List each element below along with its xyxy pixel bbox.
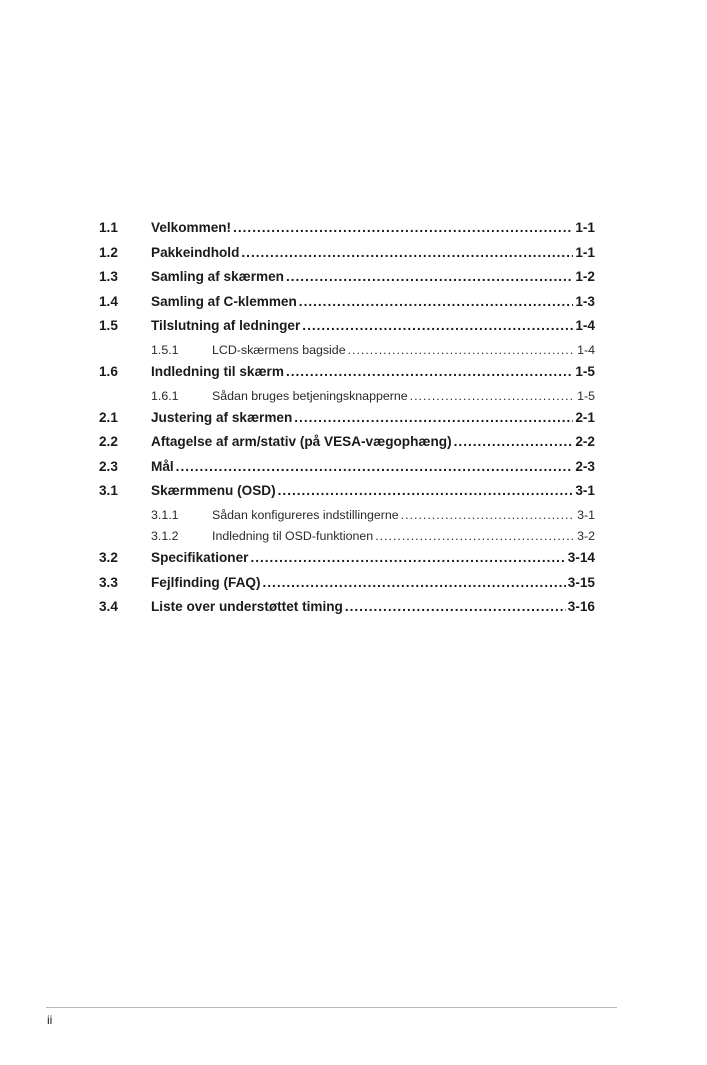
toc-entry[interactable] (99, 318, 595, 343)
toc-entry-number: 1.2 (99, 244, 118, 260)
toc-entry[interactable] (99, 550, 595, 575)
toc-entry-title: Tilslutning af ledninger (151, 318, 301, 334)
toc-entry-page: 1-1 (575, 220, 595, 235)
toc-leader-dots (263, 575, 566, 590)
toc-entry-number: 1.6.1 (151, 388, 179, 403)
toc-entry-page: 3-1 (577, 507, 595, 522)
toc-entry-title: Skærmmenu (OSD) (151, 483, 276, 499)
toc-entry-number: 1.3 (99, 269, 118, 285)
toc-leader-dots (302, 318, 573, 333)
toc-leader-dots (299, 294, 574, 309)
toc-entry-page: 1-5 (577, 388, 595, 403)
toc-entry-title: Sådan konfigureres indstillingerne (212, 507, 399, 522)
toc-entry-number: 3.1.2 (151, 528, 179, 543)
toc-entry-number: 3.1.1 (151, 507, 179, 522)
toc-subentry[interactable] (99, 343, 595, 364)
toc-leader-dots (375, 529, 575, 543)
toc-entry-page: 1-3 (575, 293, 595, 309)
toc-entry-page: 3-15 (567, 574, 595, 590)
toc-entry-number: 3.1 (99, 483, 118, 499)
toc-entry[interactable] (99, 459, 595, 484)
toc-entry-number: 3.3 (99, 574, 118, 590)
toc-entry-page: 3-2 (577, 528, 595, 543)
toc-entry-page: 1-5 (575, 363, 595, 379)
toc-entry-number: 1.6 (99, 363, 118, 379)
toc-entry[interactable] (99, 294, 595, 319)
toc-entry-page: 1-4 (577, 342, 595, 357)
toc-entry-number: 2.1 (99, 409, 118, 425)
toc-subentry[interactable] (99, 389, 595, 410)
toc-entry-page: 3-1 (575, 483, 595, 499)
toc-entry-number: 2.3 (99, 458, 118, 474)
toc-entry-title: LCD-skærmens bagside (212, 342, 346, 357)
toc-entry-page: 1-1 (575, 244, 595, 260)
toc-entry-title: Liste over understøttet timing (151, 599, 343, 615)
toc-entry[interactable] (99, 483, 595, 508)
toc-leader-dots (348, 343, 575, 357)
toc-entry-number: 2.2 (99, 434, 118, 450)
toc-entry[interactable] (99, 269, 595, 294)
toc-leader-dots (286, 364, 573, 379)
toc-entry-title: Specifikationer (151, 549, 249, 565)
toc-entry-title: Aftagelse af arm/stativ (på VESA-vægophæng) (151, 434, 452, 450)
toc-entry[interactable] (99, 599, 595, 624)
toc-entry-page: 3-16 (567, 599, 595, 615)
toc-leader-dots (286, 269, 573, 284)
toc-leader-dots (401, 508, 575, 522)
toc-entry[interactable] (99, 220, 595, 245)
toc-entry-page: 2-1 (575, 409, 595, 425)
toc-entry-title: Samling af C-klemmen (151, 293, 297, 309)
footer-divider (46, 1007, 617, 1008)
toc-subentry[interactable] (99, 529, 595, 550)
toc-entry[interactable] (99, 434, 595, 459)
toc-entry-title: Samling af skærmen (151, 269, 284, 285)
toc-entry-page: 1-4 (575, 318, 595, 334)
page-number: ii (47, 1013, 53, 1027)
toc-entry-page: 2-3 (575, 458, 595, 474)
toc-entry-title: Pakkeindhold (151, 244, 240, 260)
toc-leader-dots (278, 483, 574, 498)
toc-entry-title: Sådan bruges betjeningsknapperne (212, 388, 408, 403)
toc-entry-title: Fejlfinding (FAQ) (151, 574, 261, 590)
toc-entry-page: 2-2 (575, 434, 595, 450)
toc-entry-page: 1-2 (575, 269, 595, 285)
toc-entry-number: 1.5 (99, 318, 118, 334)
toc-subentry[interactable] (99, 508, 595, 529)
toc-leader-dots (250, 550, 565, 565)
toc-leader-dots (176, 459, 574, 474)
toc-leader-dots (241, 245, 573, 260)
toc-entry-page: 3-14 (567, 549, 595, 565)
toc-entry-title: Mål (151, 458, 174, 474)
toc-entry[interactable] (99, 245, 595, 270)
toc-entry-number: 3.2 (99, 549, 118, 565)
toc-entry-title: Velkommen! (151, 220, 232, 235)
toc-entry-title: Justering af skærmen (151, 409, 293, 425)
table-of-contents (99, 220, 595, 624)
toc-entry[interactable] (99, 575, 595, 600)
toc-leader-dots (294, 410, 573, 425)
toc-entry[interactable] (99, 364, 595, 389)
toc-entry-number: 1.5.1 (151, 342, 179, 357)
toc-entry-title: Indledning til OSD-funktionen (212, 528, 374, 543)
toc-leader-dots (233, 220, 573, 235)
toc-entry-number: 1.4 (99, 293, 118, 309)
toc-entry-title: Indledning til skærm (151, 363, 284, 379)
toc-entry-number: 3.4 (99, 599, 118, 615)
toc-leader-dots (410, 389, 575, 403)
toc-entry-number: 1.1 (99, 220, 118, 235)
toc-leader-dots (454, 434, 574, 449)
toc-leader-dots (345, 599, 566, 614)
toc-entry[interactable] (99, 410, 595, 435)
